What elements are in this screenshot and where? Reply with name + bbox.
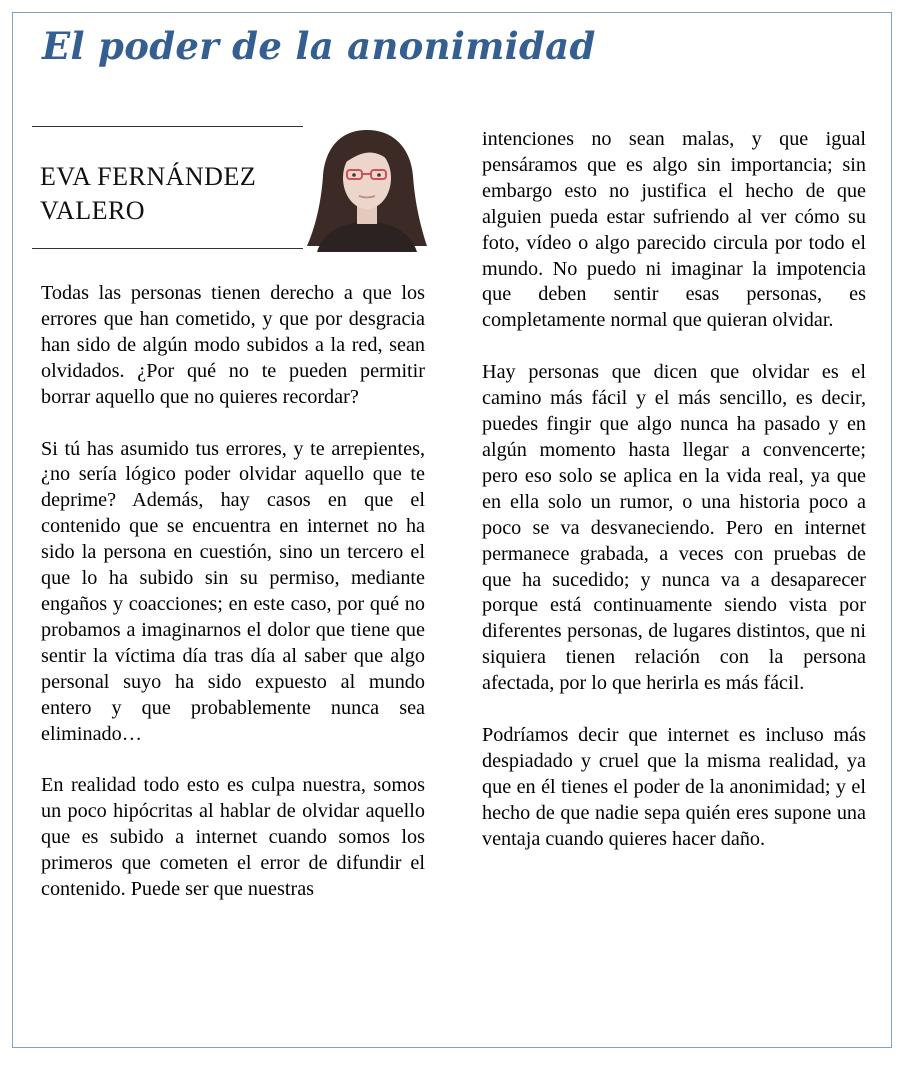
paragraph: intenciones no sean malas, y que igual pensáramos que es algo sin importancia; sin embargo esto no justifica el hecho de que alguien pueda estar sufriendo al ver cómo su foto, vídeo o algo parecido circula por todo el mundo. No puedo ni imaginar la impotencia que deben sentir esas personas, es completamente normal que quieran olvidar. [482,128,866,332]
right-column [482,127,866,879]
author-name-line-1: EVA FERNÁNDEZ [40,162,257,191]
paragraph: Hay personas que dicen que olvidar es el camino más fácil y el más sencillo, es decir, puedes fingir que algo nunca ha pasado y en algún momento hasta llegar a convencerte; pero eso solo se aplica en la vida real, ya que en ella solo un rumor, o una historia poco a poco se va desvaneciendo. Pero en internet permanece grabada, a veces con pruebas de que ha sucedido; y nunca va a desaparecer porque está continuamente siendo vista por diferentes personas, de lugares distintos, que ni siquiera tienen relación con la persona afectada, por lo que herirla es más fácil. [482,361,866,695]
author-photo [303,124,431,252]
author-name-line-2: VALERO [40,196,146,225]
author-divider-bottom [32,248,304,249]
paragraph: Podríamos decir que internet es incluso más despiadado y cruel que la misma realidad, ya que en él tienes el poder de la anonimidad; y el hecho de que nadie sepa quién eres supone una ventaja cuando quieres hacer daño. [482,724,866,850]
left-column [41,281,425,929]
author-name [40,160,300,228]
paragraph: En realidad todo esto es culpa nuestra, somos un poco hipócritas al hablar de olvidar aquello que es subido a internet cuando somos los primeros que cometen el error de difundir el contenido. Puede ser que nuestras [41,774,425,901]
article-title: El poder de la anonimidad [42,24,596,68]
paragraph: Todas las personas tienen derecho a que los errores que han cometido, y que por desgracia han sido de algún modo subidos a la red, sean olvidados. ¿Por qué no te pueden permitir borrar aquello que no quieres recordar? [41,282,425,408]
paragraph: Si tú has asumido tus errores, y te arrepientes, ¿no sería lógico poder olvidar aquello que te deprime? Además, hay casos en que el contenido que se encuentra en internet no ha sido la persona en cuestión, sino un tercero el que lo ha subido sin su permiso, mediante engaños y coacciones; en este caso, por qué no probamos a imaginarnos el dolor que tiene que sentir la víctima día tras día al saber que algo personal suyo ha sido expuesto al mundo entero y que probablemente nunca sea eliminado… [41,437,425,745]
author-divider-top [32,126,304,127]
